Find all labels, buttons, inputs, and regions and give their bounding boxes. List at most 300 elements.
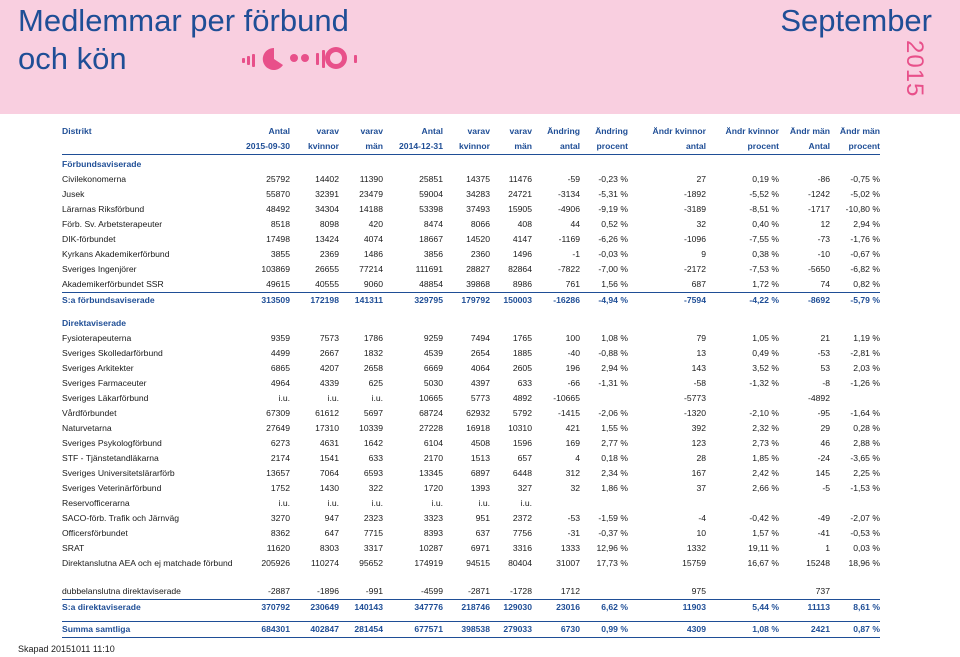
table-cell: 59004 <box>419 189 443 199</box>
table-cell: -24 <box>817 453 830 463</box>
column-header: Ändr kvinnor <box>652 126 706 136</box>
table-cell: 0,19 % <box>752 174 779 184</box>
table-cell: 2,73 % <box>752 438 779 448</box>
table-row <box>62 541 880 556</box>
table-cell: 1832 <box>363 348 383 358</box>
table-cell: 15248 <box>806 558 830 568</box>
table-cell: -7594 <box>628 293 706 309</box>
section-header-row <box>62 155 880 173</box>
table-cell: -1892 <box>684 189 706 199</box>
table-cell: 0,03 % <box>853 543 880 553</box>
row-label: DIK-förbundet <box>62 234 116 244</box>
table-cell: -4906 <box>558 204 580 214</box>
table-cell: 402847 <box>290 622 339 638</box>
table-cell: 55870 <box>266 189 290 199</box>
column-header: 2015-09-30 <box>242 139 290 155</box>
table-cell: 29 <box>820 423 830 433</box>
table-cell: 11113 <box>779 600 830 616</box>
table-cell: 6104 <box>423 438 443 448</box>
table-cell: 1496 <box>512 249 532 259</box>
table-cell: 26655 <box>315 264 339 274</box>
title-line-2: och kön <box>18 41 127 76</box>
table-cell <box>580 584 628 600</box>
table-cell: 9 <box>701 249 706 259</box>
table-cell: 16,67 % <box>747 558 779 568</box>
table-cell: 647 <box>324 528 339 538</box>
table-cell: 8393 <box>423 528 443 538</box>
table-cell: 7494 <box>470 333 490 343</box>
table-cell: 14520 <box>466 234 490 244</box>
row-label: S:a förbundsaviserade <box>62 293 242 309</box>
table-cell: 3270 <box>270 513 290 523</box>
table-cell: i.u. <box>278 498 290 508</box>
table-cell: 23016 <box>532 600 580 616</box>
column-header: Ändr kvinnor <box>725 126 779 136</box>
table-cell: -7822 <box>558 264 580 274</box>
table-cell: 637 <box>475 528 490 538</box>
table-cell: 9060 <box>363 279 383 289</box>
table-cell: -3,65 % <box>850 453 880 463</box>
table-cell: 4631 <box>319 438 339 448</box>
table-cell: 1,72 % <box>752 279 779 289</box>
table-cell: 2372 <box>512 513 532 523</box>
table-cell: 2,25 % <box>853 468 880 478</box>
table-cell: 14188 <box>359 204 383 214</box>
table-cell: 74 <box>820 279 830 289</box>
column-header: Ändring <box>547 126 580 136</box>
table-cell: 28 <box>696 453 706 463</box>
table-row <box>62 511 880 526</box>
table-cell: 143 <box>691 363 706 373</box>
table-cell: 4964 <box>270 378 290 388</box>
table-cell: 2658 <box>363 363 383 373</box>
table-cell: 103869 <box>261 264 290 274</box>
column-header: Ändring <box>595 126 628 136</box>
table-cell: 12 <box>820 219 830 229</box>
table-cell: -2871 <box>468 586 490 596</box>
table-row <box>62 331 880 346</box>
column-header: Antal <box>421 126 443 136</box>
table-cell: 8518 <box>270 219 290 229</box>
table-cell: 1885 <box>512 348 532 358</box>
table-cell: 761 <box>565 279 580 289</box>
table-cell: 1786 <box>363 333 383 343</box>
table-cell: 7573 <box>319 333 339 343</box>
membership-table <box>62 124 880 638</box>
table-cell: 0,52 % <box>601 219 628 229</box>
table-cell: -4892 <box>808 393 830 403</box>
table-cell: -2,81 % <box>850 348 880 358</box>
table-cell: -1169 <box>558 234 580 244</box>
membership-table-container <box>62 124 880 638</box>
table-cell: 14402 <box>315 174 339 184</box>
table-cell: 1712 <box>560 586 580 596</box>
table-row <box>62 187 880 202</box>
table-cell: 327 <box>517 483 532 493</box>
table-cell: 9359 <box>270 333 290 343</box>
table-cell: 11620 <box>266 543 290 553</box>
table-cell: 2667 <box>319 348 339 358</box>
table-cell: i.u. <box>278 393 290 403</box>
table-cell: 8,61 % <box>830 600 880 616</box>
table-cell: 6730 <box>532 622 580 638</box>
table-cell: 68724 <box>419 408 443 418</box>
row-label: Direktanslutna AEA och ej matchade förbund <box>62 558 233 568</box>
row-label: Kyrkans Akademikerförbund <box>62 249 170 259</box>
table-cell: 34283 <box>466 189 490 199</box>
table-cell: -2172 <box>684 264 706 274</box>
table-cell: 1752 <box>270 483 290 493</box>
column-header: varav <box>360 126 383 136</box>
table-cell: 10 <box>696 528 706 538</box>
table-cell: 3317 <box>363 543 383 553</box>
table-cell: 2,94 % <box>601 363 628 373</box>
table-cell: 4499 <box>270 348 290 358</box>
table-row <box>62 202 880 217</box>
table-cell: 37493 <box>466 204 490 214</box>
table-cell: -53 <box>567 513 580 523</box>
table-cell: i.u. <box>327 498 339 508</box>
title-line-1: Medlemmar per förbund <box>18 3 349 38</box>
column-header: varav <box>467 126 490 136</box>
table-cell: 2369 <box>319 249 339 259</box>
table-cell: 140143 <box>339 600 383 616</box>
table-cell: 2,42 % <box>752 468 779 478</box>
table-cell: -9,19 % <box>598 204 628 214</box>
table-cell: 25792 <box>266 174 290 184</box>
table-cell: 4892 <box>512 393 532 403</box>
table-cell: -5650 <box>808 264 830 274</box>
table-cell: 10310 <box>508 423 532 433</box>
table-cell: -4 <box>698 513 706 523</box>
table-cell: i.u. <box>327 393 339 403</box>
table-cell: 687 <box>691 279 706 289</box>
row-label: Lärarnas Riksförbund <box>62 204 145 214</box>
table-cell: 2,88 % <box>853 438 880 448</box>
table-cell: 1541 <box>319 453 339 463</box>
table-cell: 8066 <box>470 219 490 229</box>
table-cell: 6897 <box>470 468 490 478</box>
table-cell <box>779 496 830 511</box>
table-cell: 633 <box>517 378 532 388</box>
subtotal-row <box>62 600 880 616</box>
table-cell: -1415 <box>558 408 580 418</box>
column-header: män <box>490 139 532 155</box>
table-cell: -2,10 % <box>749 408 779 418</box>
table-row <box>62 406 880 421</box>
table-cell: 0,18 % <box>601 453 628 463</box>
table-cell: -10 <box>817 249 830 259</box>
table-cell: 6971 <box>470 543 490 553</box>
row-label: Sveriges Veterinärförbund <box>62 483 162 493</box>
table-row <box>62 496 880 511</box>
column-header: kvinnor <box>443 139 490 155</box>
table-cell: -1896 <box>317 586 339 596</box>
table-cell: 141311 <box>339 293 383 309</box>
table-cell: -8,51 % <box>749 204 779 214</box>
row-label: Jusek <box>62 189 85 199</box>
table-row <box>62 526 880 541</box>
created-timestamp: Skapad 20151011 11:10 <box>18 644 115 654</box>
table-cell: -8 <box>822 378 830 388</box>
table-cell: 15759 <box>682 558 706 568</box>
row-label: Sveriges Arkitekter <box>62 363 134 373</box>
table-cell: 100 <box>565 333 580 343</box>
table-cell: 7064 <box>319 468 339 478</box>
table-cell: -0,88 % <box>598 348 628 358</box>
table-cell: 420 <box>368 219 383 229</box>
table-cell: 53 <box>820 363 830 373</box>
table-cell: -0,67 % <box>850 249 880 259</box>
table-cell: 169 <box>565 438 580 448</box>
table-cell: 2421 <box>779 622 830 638</box>
table-cell: -1320 <box>684 408 706 418</box>
table-cell: 370792 <box>242 600 290 616</box>
table-cell: 94515 <box>466 558 490 568</box>
table-cell: 218746 <box>443 600 490 616</box>
table-cell: -49 <box>817 513 830 523</box>
table-cell: 0,40 % <box>752 219 779 229</box>
table-cell: 150003 <box>490 293 532 309</box>
report-month: September <box>780 3 932 38</box>
saco-logo-icon <box>242 44 364 74</box>
table-cell: 4539 <box>423 348 443 358</box>
row-label: Förb. Sv. Arbetsterapeuter <box>62 219 163 229</box>
table-cell: 2,03 % <box>853 363 880 373</box>
table-cell: 677571 <box>383 622 443 638</box>
table-cell: 4309 <box>628 622 706 638</box>
table-cell: 11903 <box>628 600 706 616</box>
row-label: Sveriges Farmaceuter <box>62 378 147 388</box>
table-cell: 172198 <box>290 293 339 309</box>
table-cell: -6,82 % <box>850 264 880 274</box>
table-cell: 17498 <box>266 234 290 244</box>
column-header: procent <box>830 139 880 155</box>
table-cell <box>628 496 706 511</box>
table-cell: 11476 <box>508 174 532 184</box>
table-cell: -40 <box>567 348 580 358</box>
table-cell: 9259 <box>423 333 443 343</box>
table-cell: -86 <box>817 174 830 184</box>
table-cell: -16286 <box>532 293 580 309</box>
table-cell: 1,19 % <box>853 333 880 343</box>
column-header: Antal <box>779 139 830 155</box>
table-cell: 3856 <box>423 249 443 259</box>
table-cell: 8474 <box>423 219 443 229</box>
table-cell: 947 <box>324 513 339 523</box>
table-row <box>62 376 880 391</box>
row-label: Sveriges Psykologförbund <box>62 438 162 448</box>
row-label: Officersförbundet <box>62 528 128 538</box>
table-cell: -73 <box>817 234 830 244</box>
table-cell: 80404 <box>508 558 532 568</box>
table-cell: 1765 <box>512 333 532 343</box>
table-cell: 1513 <box>470 453 490 463</box>
table-cell: -2887 <box>268 586 290 596</box>
table-row <box>62 466 880 481</box>
table-cell: 44 <box>570 219 580 229</box>
table-cell: -0,23 % <box>598 174 628 184</box>
table-cell: 2,94 % <box>853 219 880 229</box>
table-cell <box>706 391 779 406</box>
table-cell: 32 <box>570 483 580 493</box>
table-cell: 48492 <box>266 204 290 214</box>
row-label: S:a direktaviserade <box>62 600 242 616</box>
table-cell: 13345 <box>419 468 443 478</box>
table-cell: 61612 <box>315 408 339 418</box>
table-row <box>62 172 880 187</box>
table-cell: 10287 <box>419 543 443 553</box>
table-cell: 6669 <box>423 363 443 373</box>
table-cell: 4397 <box>470 378 490 388</box>
table-cell: 322 <box>368 483 383 493</box>
table-cell: 62932 <box>466 408 490 418</box>
table-cell: 1,57 % <box>752 528 779 538</box>
table-cell: 111691 <box>415 264 443 274</box>
table-cell: -7,00 % <box>598 264 628 274</box>
table-cell: 196 <box>565 363 580 373</box>
table-cell: 1,85 % <box>752 453 779 463</box>
table-header-row <box>62 124 880 139</box>
table-cell: 16918 <box>466 423 490 433</box>
table-cell: 5,44 % <box>706 600 779 616</box>
table-cell: 279033 <box>490 622 532 638</box>
table-cell: -0,42 % <box>749 513 779 523</box>
table-cell: 28827 <box>466 264 490 274</box>
table-cell: 13 <box>696 348 706 358</box>
table-cell: -1242 <box>808 189 830 199</box>
row-label: Summa samtliga <box>62 622 242 638</box>
column-header: antal <box>532 139 580 155</box>
table-cell: 398538 <box>443 622 490 638</box>
table-cell: 1720 <box>423 483 443 493</box>
table-row <box>62 436 880 451</box>
table-cell: 174919 <box>414 558 443 568</box>
table-cell: 5792 <box>512 408 532 418</box>
table-cell: 951 <box>475 513 490 523</box>
table-cell: 1,86 % <box>601 483 628 493</box>
table-cell: 5773 <box>470 393 490 403</box>
table-cell: 633 <box>368 453 383 463</box>
table-cell: 1,08 % <box>706 622 779 638</box>
table-cell: -1,59 % <box>598 513 628 523</box>
table-cell: -31 <box>567 528 580 538</box>
column-header: män <box>339 139 383 155</box>
table-cell: 1 <box>825 543 830 553</box>
table-cell: -5,79 % <box>830 293 880 309</box>
table-cell: -6,26 % <box>598 234 628 244</box>
row-label: Reservofficerarna <box>62 498 130 508</box>
table-cell: 657 <box>517 453 532 463</box>
table-row <box>62 361 880 376</box>
section-title: Förbundsaviserade <box>62 159 142 169</box>
table-header-row <box>62 139 880 155</box>
table-cell: 34304 <box>315 204 339 214</box>
table-row <box>62 232 880 247</box>
table-cell: 1596 <box>512 438 532 448</box>
table-cell: 6448 <box>512 468 532 478</box>
table-cell: 167 <box>691 468 706 478</box>
table-cell: 18667 <box>419 234 443 244</box>
table-cell: 1,08 % <box>601 333 628 343</box>
column-header: kvinnor <box>290 139 339 155</box>
table-cell: 6273 <box>270 438 290 448</box>
column-header: varav <box>509 126 532 136</box>
column-header: 2014-12-31 <box>383 139 443 155</box>
table-cell <box>830 391 880 406</box>
table-cell: 14375 <box>466 174 490 184</box>
table-cell: 4 <box>575 453 580 463</box>
table-cell: 129030 <box>490 600 532 616</box>
table-cell: 1,55 % <box>601 423 628 433</box>
table-cell: 8098 <box>319 219 339 229</box>
row-label: Fysioterapeuterna <box>62 333 132 343</box>
table-cell: 2,34 % <box>601 468 628 478</box>
table-cell: 82864 <box>508 264 532 274</box>
table-cell: 281454 <box>339 622 383 638</box>
column-header: procent <box>706 139 779 155</box>
table-cell: 4147 <box>512 234 532 244</box>
column-header: Ändr män <box>839 126 880 136</box>
table-cell: 40555 <box>315 279 339 289</box>
table-cell: -59 <box>567 174 580 184</box>
table-row <box>62 391 880 406</box>
table-cell: 8303 <box>319 543 339 553</box>
table-cell: 13424 <box>315 234 339 244</box>
table-row <box>62 277 880 293</box>
table-cell: 77214 <box>359 264 383 274</box>
table-cell: -10665 <box>553 393 580 403</box>
table-cell: i.u. <box>431 498 443 508</box>
table-cell: 3855 <box>270 249 290 259</box>
table-cell: i.u. <box>478 498 490 508</box>
table-cell: 145 <box>815 468 830 478</box>
column-header: Ändr män <box>789 126 830 136</box>
column-header: Antal <box>268 126 290 136</box>
table-cell: -5,31 % <box>598 189 628 199</box>
table-cell: 32 <box>696 219 706 229</box>
table-cell: -991 <box>365 586 383 596</box>
section-title: Direktaviserade <box>62 318 127 328</box>
table-cell: 95652 <box>359 558 383 568</box>
table-cell: -53 <box>817 348 830 358</box>
table-cell: 12,96 % <box>596 543 628 553</box>
table-cell: 4074 <box>363 234 383 244</box>
grand-total-row <box>62 622 880 638</box>
table-cell: -10,80 % <box>845 204 880 214</box>
table-row <box>62 217 880 232</box>
table-cell: 1642 <box>363 438 383 448</box>
table-cell: 6,62 % <box>580 600 628 616</box>
row-label: SRAT <box>62 543 85 553</box>
table-cell: 2,66 % <box>752 483 779 493</box>
table-cell: 2605 <box>512 363 532 373</box>
table-cell: -4599 <box>421 586 443 596</box>
column-header: Distrikt <box>62 126 92 136</box>
table-cell: 10665 <box>419 393 443 403</box>
table-cell <box>580 391 628 406</box>
table-cell: 5697 <box>363 408 383 418</box>
table-cell: 684301 <box>242 622 290 638</box>
table-cell: 2,32 % <box>752 423 779 433</box>
table-cell: 31007 <box>556 558 580 568</box>
table-cell: 7756 <box>512 528 532 538</box>
table-cell: 79 <box>696 333 706 343</box>
table-cell: 392 <box>691 423 706 433</box>
table-cell: -8692 <box>779 293 830 309</box>
table-cell: 15905 <box>508 204 532 214</box>
table-cell: 6865 <box>270 363 290 373</box>
